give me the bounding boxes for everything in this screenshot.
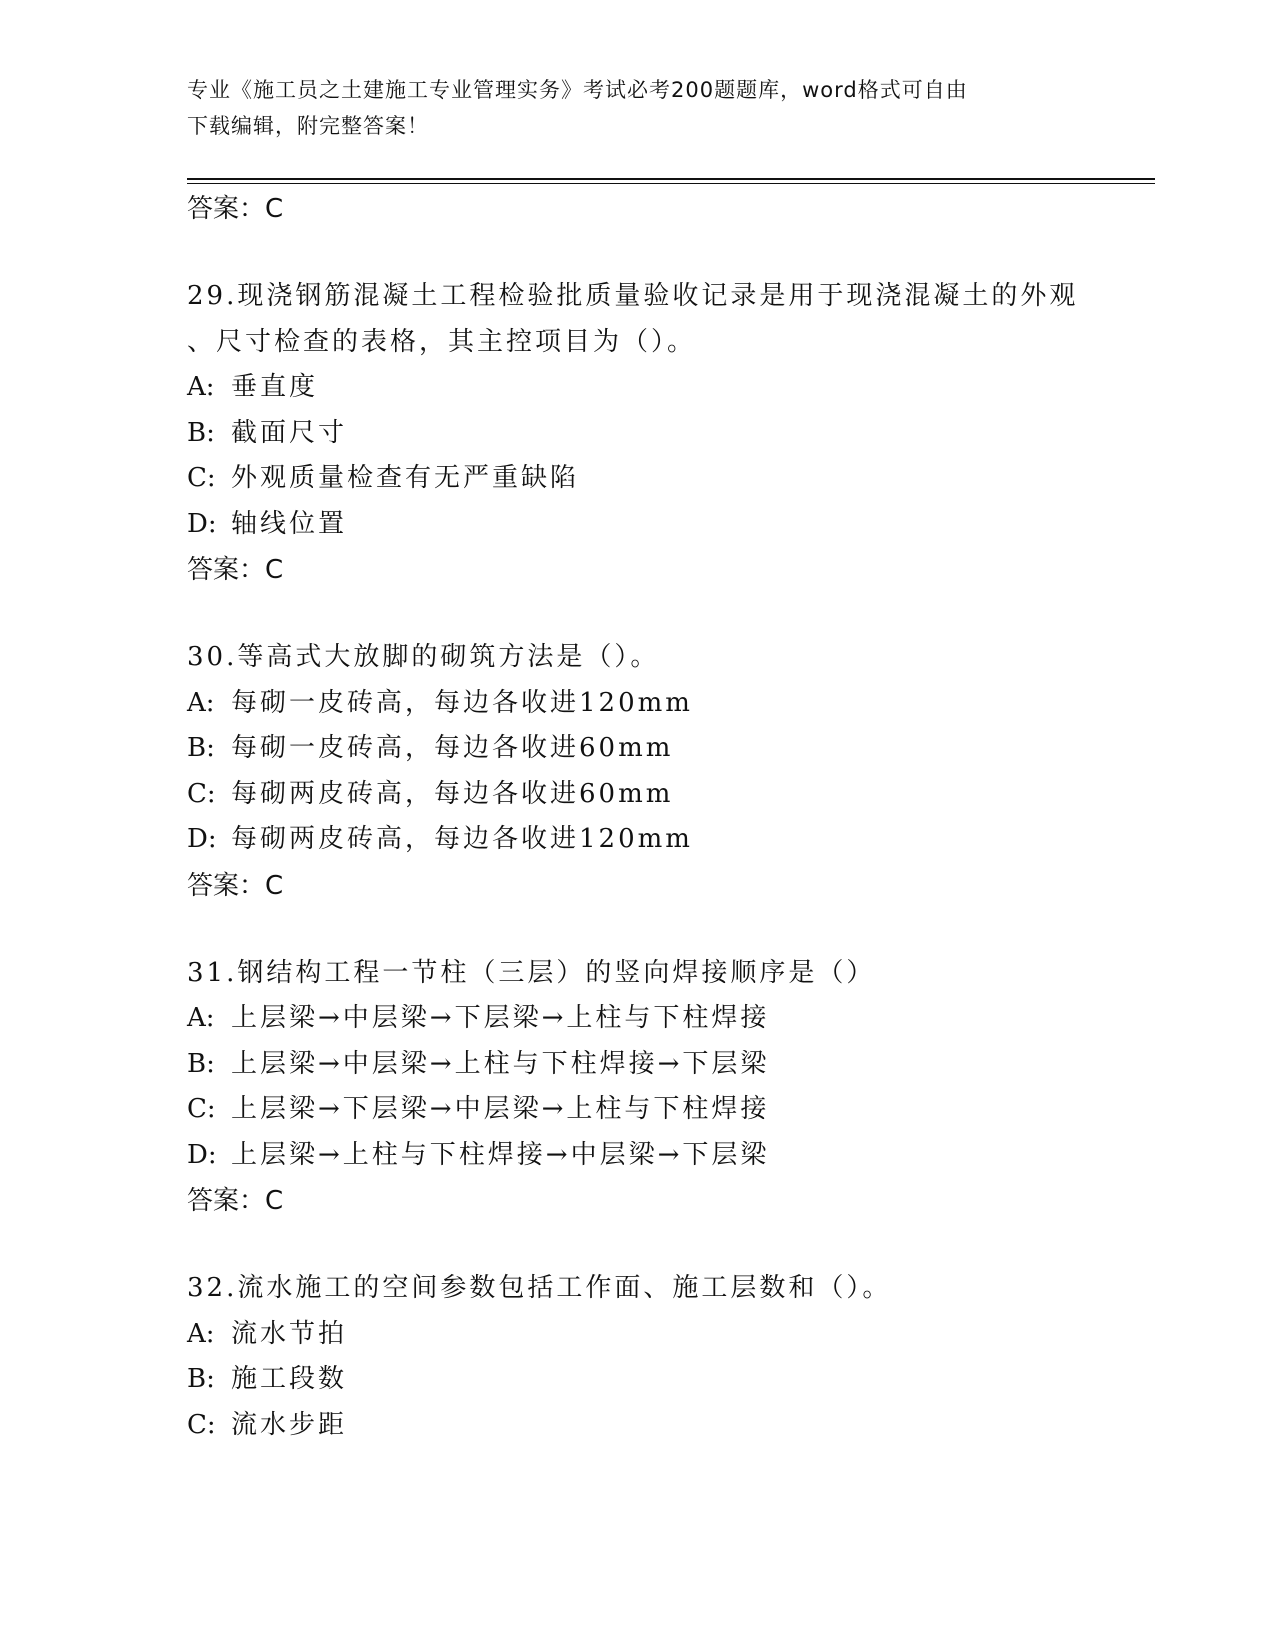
question-block: [187, 1266, 1117, 1448]
option-d: [187, 817, 1117, 863]
option-text: 每砌两皮砖高，每边各收进120mm: [231, 824, 693, 854]
spacer: [187, 909, 1117, 951]
option-text: 每砌一皮砖高，每边各收进60mm: [231, 733, 674, 763]
question-text: 、尺寸检查的表格，其主控项目为（）。: [187, 326, 697, 357]
option-b: [187, 1042, 1117, 1088]
option-text: 垂直度: [231, 372, 319, 402]
option-text: 外观质量检查有无严重缺陷: [231, 463, 580, 493]
previous-answer: 答案：C: [187, 194, 284, 224]
option-c: [187, 772, 1117, 818]
option-text: 截面尺寸: [231, 417, 348, 448]
question-text: 32.流水施工的空间参数包括工作面、施工层数和（）。: [187, 1273, 892, 1303]
question-block: [187, 274, 1117, 593]
option-d: [187, 1133, 1117, 1179]
option-letter: D:: [187, 1139, 217, 1170]
question-text: 29.现浇钢筋混凝土工程检验批质量验收记录是用于现浇混凝土的外观: [187, 281, 1079, 311]
option-letter: C:: [187, 1409, 216, 1440]
option-b: [187, 726, 1117, 772]
option-letter: A:: [187, 1003, 215, 1033]
option-c: [187, 1403, 1117, 1449]
option-letter: A:: [187, 1318, 215, 1349]
option-b: [187, 1357, 1117, 1403]
option-text: 上层梁→下层梁→中层梁→上柱与下柱焊接: [231, 1094, 770, 1124]
answer-line: 答案：C: [187, 555, 284, 585]
option-a: [187, 996, 1117, 1042]
question-block: [187, 635, 1117, 909]
option-letter: C:: [187, 1094, 216, 1124]
question-text: 31.钢结构工程一节柱（三层）的竖向焊接顺序是（）: [187, 957, 876, 988]
option-letter: A:: [187, 687, 215, 718]
answer-line: 答案：C: [187, 870, 284, 901]
option-a: [187, 1312, 1117, 1358]
option-letter: C:: [187, 463, 216, 493]
option-letter: A:: [187, 372, 215, 402]
spacer: [187, 232, 1117, 274]
option-letter: B:: [187, 1364, 215, 1394]
document-header: [187, 72, 1087, 144]
option-text: 每砌两皮砖高，每边各收进60mm: [231, 778, 674, 809]
option-text: 流水步距: [231, 1409, 348, 1440]
question-block: [187, 951, 1117, 1225]
option-text: 上层梁→中层梁→上柱与下柱焊接→下层梁: [231, 1048, 770, 1079]
header-divider-thin: [187, 183, 1155, 184]
option-c: [187, 1087, 1117, 1133]
option-b: [187, 411, 1117, 457]
header-divider-thick: [187, 178, 1155, 180]
header-line-2: 下载编辑，附完整答案！: [187, 114, 429, 138]
option-d: [187, 502, 1117, 548]
answer-line: 答案：C: [187, 1186, 284, 1216]
option-text: 上层梁→中层梁→下层梁→上柱与下柱焊接: [231, 1003, 770, 1033]
option-c: [187, 456, 1117, 502]
option-letter: D:: [187, 508, 217, 539]
option-text: 施工段数: [231, 1364, 348, 1394]
option-text: 每砌一皮砖高，每边各收进120mm: [231, 687, 693, 718]
question-list: [187, 186, 1117, 1448]
option-letter: C:: [187, 778, 216, 809]
spacer: [187, 1224, 1117, 1266]
spacer: [187, 593, 1117, 635]
option-text: 轴线位置: [231, 508, 348, 539]
option-letter: B:: [187, 1048, 215, 1079]
option-text: 上层梁→上柱与下柱焊接→中层梁→下层梁: [231, 1139, 770, 1170]
header-line-1: 专业《施工员之土建施工专业管理实务》考试必考200题题库，word格式可自由: [187, 78, 968, 102]
option-a: [187, 681, 1117, 727]
option-text: 流水节拍: [231, 1318, 348, 1349]
question-text: 30.等高式大放脚的砌筑方法是（）。: [187, 642, 660, 672]
option-letter: B:: [187, 733, 215, 763]
option-letter: B:: [187, 417, 215, 448]
option-a: [187, 365, 1117, 411]
option-letter: D:: [187, 824, 217, 854]
